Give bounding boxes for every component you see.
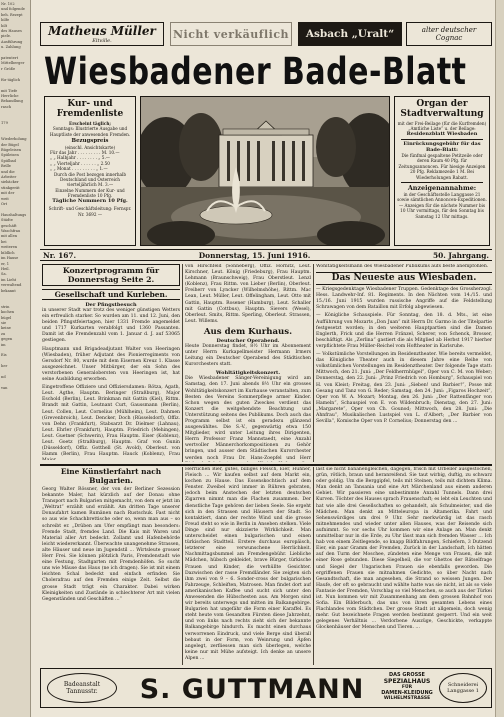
wohltat-text: Die Wiesbadener Sänger-Vereinigung wird am Samstag, den 17. Juni abends 8½ Uhr ein grosses Wohltätigkeitskonzert im Kurhause veranstalten, zum Besten des Vereins Sommerpflege armer Kinder. Schon wegen des guten Zweckes verdient das Konzert die weitgehendste Beachtung und Unterstützung seitens des Publikums. Doch auch das Programm selbst ist ein geradezu glänzend ausgewähltes. Die S.-V., gegenwärtig etwa 150 Mitglieder, wird unter Leitung ihres Dirigenten, Herrn Professor Franz Mannstaedt, eine Anzahl wertvoller Männerchorkompositionen zu Gehör bringen, und ausser dem Städtischen Kurorchester werden noch Frau Dr. Hans-Zoepfel und Herr: [185, 376, 311, 461]
kurliste-einzel: Einzelne Nummern der Kur- und Fremdenliste 10 Pfg.: [55, 187, 125, 199]
ad-guttmann-right-text: Schneiderei Langgasse 1: [447, 682, 479, 694]
ad-matheus-mueller-location: Eltville.: [92, 37, 112, 44]
kurliste-bezugspreis: Bezugspreis: [71, 138, 109, 145]
kurliste-bezugspreis-sub: (einschl. Ansichtskarte): [64, 144, 116, 150]
ad-asbach-uralt: [298, 22, 402, 46]
ad-guttmann-brand-area: [127, 672, 377, 706]
column-2-bottom: [185, 467, 311, 665]
organ-title-sub: mit der Frei-Beilage (für die Kurfremden) „Amtliche Liste“ u. der Beilage:: [397, 121, 487, 132]
organ-anzeigen-detail: in der Geschäftsstelle Langgasse 21 sowie sämtlichen Annoncen-Expeditionen. — Anzeigen für die nächste Nummer bis 10 Uhr vormittags, für den Sonntag bis Samstag 12 Uhr mittags.: [397, 192, 487, 219]
organ-title2: Residenzblatt Wiesbaden: [406, 130, 478, 137]
column-divider: [313, 467, 314, 665]
dateline: [40, 249, 492, 261]
wohltat-subheading: Wohltätigkeitskonzert.: [215, 370, 281, 377]
kurliste-post: Durch die Post bezogen innerhalb Deutschland und Österreich vierteljährlich M. 3.—: [53, 171, 127, 188]
konzert-box: [42, 264, 180, 286]
masthead: [44, 50, 490, 94]
column-2-top: [185, 264, 311, 462]
ad-cognac-line1: alter deutscher: [421, 26, 477, 34]
ad-guttmann-right-oval: [439, 673, 487, 703]
konzert-heading: Konzertprogramm für Donnerstag Seite 2.: [62, 266, 160, 284]
heeringen-text: Hauptmann und Brigadeadjutant Walter von Heeringen (Wiesbaden), früher Adjutant des Pionierregiments von Gersdorf Nr. 80, wurde mit dem Eisernen Kreuz 1. Klasse ausgezeichnet. Unser Mitbürger, der ein Sohn des verstorbenen Generalobersten von Heeringen ist, hat seine Ausbildung erworben.: [42, 346, 180, 383]
ad-guttmann-tagline-line: FÜR: [401, 685, 413, 690]
gesellschaft-heading: Gesellschaft und Kurleben.: [42, 289, 180, 300]
column-3-top: [316, 264, 492, 462]
kuenstlerfahrt-text: Georg Walter Rössner, der von der Berliner Sezession bekannte Maler, hat kürzlich auf der Donau ohne Transport nach Bulgarien mitgemacht, von dem er jetzt im „Weltrat“ erzählt und erzählt. Am dritten Tage unserer Donaufahrt kamen Rumänen nach Rustschuk. Fast nicht so aus wie Schachbrettische oder so, wenn man aus – so schreibt er. „Drüben am Ufer empfängt man besonders: Fremde Stadt, fremdes Land. Die Kais mit Waren und Material aller Art bedeckt. Zollamt und Hafenbehörde leicht wiedererkannt. Überwachte unangenehme Strassen, alte Häuser und neue im Jugendstil … Wirtsleute grosser Herr Frei. Sie können plötzlich Paris, Fremdenstadt wie eine Festung, Stadtgarten mit Fremdenhöfen. So sucht uns wie Mäuse das Haus (ne ich dragen). Sie ist mit einem leichten Schal bedeckt und einfach erfinden Sie Cholerafrau auf den Fremden einige Zeit. Selbst die grosse Stadt trägt ein Charakter. Dabei wirken Kleinigkeiten und Zustände in schlechterer Art mit vielen Gegenständen und Geschäften …“: [42, 487, 180, 602]
kurliste-price-row: Für das Jahr . . . . . . . . . M. 10.—: [50, 150, 120, 156]
ad-guttmann-brand: S. GUTTMANN: [139, 673, 365, 705]
ad-matheus-mueller-name: Matheus Müller: [48, 23, 156, 38]
volkstuemliche-text: — Volkstümliche Vorstellungen im Residenztheater. Wie bereits vermeldet, das Königliche Theater auch in diesem Jahre eine Reihe von volkstümlichen Vorstellungen im Residenztheater. Der folgende Tage statt: Mittwoch, den 21. Juni: „Der Feldherrnhügel“, Oper von C. M. von Weber; Donnerstag, den 22. Juni: „Prinz Friedrich von Homburg“, Schauspiel von H. von Kleist; Freitag, den 23. Juni: „Sieben! und Barbier!“, Posse mit Gesang und Tanz von G. Reder; Samstag, den 24. Juni: „Figaros Hochzeit“, Oper von W. A. Mozart; Montag, den 26. Juni: „Der Rattenfänger von Hameln“, Schauspiel von E. von Wildenbruch; Dienstag, den 27. Juni: „Margarete“, Oper von Ch. Gounod; Mittwoch, den 28. Juni: „Die Ahnfrau“, Musikalischen Lustspiel von L. d’Albert; „Der Barbier von Sevilla“, Komische Oper von P. Cornelius; Donnerstag den …: [316, 352, 492, 425]
info-box-organ: [394, 96, 490, 246]
koenigliche-schauspiele-text: — Königliche Schauspiele. Für Sonntag, den 18. d. Mts., ist eine Aufführung von Mozarts „Don Juan“ mit Herrn Dr. Garmo in der Titelpartie festgesetzt worden; in den weiteren Hauptpartien sind die Damen Englerth, Frick und die Herren Fränzel, Scherer, von Schenck, Brosser, beschäftigt. Als „Zerlina“ gastiert die als Mitglied ab Herbst 1917 hierher verpflichtete Frau Müller-Reichel vom Hoftheater in Karlsruhe.: [316, 313, 492, 349]
ad-matheus-mueller: [40, 22, 164, 46]
neueste-heading: Das Neueste aus Wiesbaden.: [316, 272, 492, 285]
kurhaus-illustration: [140, 96, 390, 246]
organ-rule: [401, 182, 483, 183]
ad-guttmann-tagline-line: DAS GROSSE: [389, 672, 425, 678]
masthead-title: Wiesbadener Bade-Blatt: [44, 50, 467, 94]
kurliste-price-row: „ „ Halbjahr . . . . . . . . „ 5.—: [50, 155, 110, 161]
column-divider: [182, 264, 183, 462]
gutter-text: Nr. 102 und folgende beh. Rezept hilfe hilt des Hauses piele. Ausführung u. Zahlung patentert Mittelberger r Größe für täglich mit Tiefe Herrliche Behandlung rasch 179 Wiederholung der Bügel Bügeleisen Spüleisen Spülbad Brille und die Arbeiter siebäcker stinkgerät mit der weit Ort Haushaltungs Städte geschäft Waschfrau mit allen bei weiteren bildlich im Hause er, 1 Heil. Sa. im Lieht verwaltend bekannt strin kochen bügel sie keine zu gegen im Eis her nd van: [1, 2, 27, 390]
column-3-bottom: [316, 467, 492, 665]
kuenstlerfahrt-heading: Eine Künstlerfahrt nach Bulgarien.: [60, 467, 162, 485]
left-page-gutter: [0, 0, 31, 717]
ad-asbach-uralt-name: Asbach „Uralt“: [305, 28, 395, 40]
operabend-subheading: Deutscher Operabend.: [216, 337, 280, 344]
kurhaus-drawing: [141, 97, 390, 246]
kurliste-taegliche: Tägliche Nummern 10 Pfg.: [52, 197, 128, 204]
wohltat-continued-text: Wohltätigkeitsmann des Wiesbadener Publikums aufs beste anempfohlen.: [316, 264, 489, 269]
pfingst-subheading: Der Pfingstbesuch: [85, 302, 137, 308]
bulgarien-text: Herrlichen Bier, gutes, billiges Fleisch, Eier, Hühner, Fleisch … Wir kaufen selbst auf dem Markt ein, kochen zu Hause. Das Essenskochtisch auf dem Fenster. Zweibel wird immer in Rühren gebraten, jedoch beim Anstechen der letzten deutschen Zigarren nimmt man die Flachen zusammen. Der dienstliche Tage gehören der lieben Seele. Sie ergeht sich in den Strassen und Häusern der Stadt. So kontaktiert, dann der rechte Wind und die grosse Freud steht so wie in Berlin in Anseben stelken. Viele Dinge sind nur skizzierte Wirklichkeit. Man unterscheidet einen bulgarischen und einen türkischen Stadtteil. Erstere durchaus europäisch, letzterer eine verwunschene Herrlichkeit. Nachmittagsbummel am Fremdengebühr. Liebliche Mädchen, hübsch gekleidet, brave Bürger, türkische Frauen und Kinder, die verhüllte Gesichter. Dazwischen der rasse Fremdländer. Sie zeigten sich ihm zwei von 9 – 6. Sonder-cross der bulgarischen Fahrzeuge, Schleiften, Matrosen. Man findet dort auf amerikanischen Kaffee und sucht sich unter den Anwesenden die Hübschesten aus. Am Morgen sind wir bereits unterwegs und mitten im Balkangebirge. Bulgarien hat ungefähr die Form einer Karaffel. Es steht heute vom Gesandten Fürsten diese Jahrzehnt, und von links nach rechts zieht sich der bekannte Balkangebirge hindurch. Es macht einen durchaus verworrenen Eindruck, und viele Berge sind überall bebaut in der Form, von Weinrung und Äpfen angelegt, zerfliessen man sich überlegen, welche keine nur mit Mühe aufsteigt. Ich denke an unsere Alpen …: [185, 467, 311, 661]
column-divider: [313, 264, 314, 462]
kurliste-schrift: Schrift- und Geschäftsleitung: Fernspr. Nr. 3692 —: [48, 206, 132, 217]
kurliste-price-row: „ „ Monat . . . . . . . . . „ 1.—: [50, 166, 108, 172]
kurhaus-text: Heute Donnerstag findet, 8½ Uhr im Abonnement unter Herrn Kurkapellmeister Hermann Irmers Leitung ein Deutscher Operabend des Städtischen Kurorchesters statt.: [185, 343, 311, 368]
kriegsgedenk-text: — Kriegsgedenktage Wiesbadener Truppen. Gedenktage des Grossherzogl. Hess. Landwehr-Inf. 81. Regiments. In den Nächten vom 14./15. und 15./16. Juni 1915 wurden russische Angriffe auf die Feldstellung Schrawagen von dem Bataillon mit Erfolg abgewiesen.: [316, 287, 492, 311]
organ-einruck-detail: Die fünfmal gespaltene Petitzeile oder deren Raum 40 Pfg. für Zeitungsannoncen. Für hiesige Anzeigen 20 Pfg. Reklamezeile 1 M. Bei Wiederholungen Rabatt.: [398, 153, 486, 180]
volume-year: 50. Jahrgang.: [432, 250, 489, 260]
organ-anzeigen: Anzeigenannahme:: [407, 184, 477, 193]
organ-title: Organ der Stadtverwaltung: [400, 99, 484, 119]
bulgarien-continued-text: last sie nicht bananengleichen, dagegen, frisch mit Orbeller ausgestochen, grün, rötlich, braun und heranreifend. Sie taut wirbig, duftig, zu schwarz oder goldig. Um die Berggipfel, teils mit Steinen, teils mit dichtem Klima. Man denkt an Tansania und eine Art Märchenland aus einem anderen Gebiet. Wir passieren eine unbestimmte Anzahl Tunnels. Dann drei Kurven. Töchter des Hauses sprach Frauenschaft; es lebt ein Leuchten und hat wie alle drei Gesellschaften so gehandelt, als Schulmeister, und die Mädchen. Man denkt an Mitteleuropa in Altamerika. Fahrt und Sehenswürdiges um drei 9 Uhr. Sehr merkwürdig ist das rasch mitnehmendes und wieder unter allen Hauses, was der Reisende sich aufnimmt. So vor sechs Uhr kommen wir eine Anlage an. Man denkt unmittelbar nur in die Erde, zu Uhr lässt man sich fremden Wasser … Ich hab von einem Zeitlegende, so knapp Bildfahrungen, Schiefern, 3 Dutzend Eier, ein paar Gramm der Fremden, Zurück in der Landschaft, Ich hätten auf den Turm der Moschee, zündeten eine Menge von Frauen, die mit einer Rose gebunden. Diese Siegelheil, die vor Ghettos der Rätselfrage und Siegel der Ungarischen Frauen sie ebenfalls geworden. Die ergriffenen Frauen sie mitnahmen Gedichte, so über Nacht nach Gesandtschaft, die man angesehen, die Strand so weissen Jungen. Der Haufe, der oft so gebraucht und wählte hatte was sie nicht, ist als so viele Fantasie der Fremden, Vorschlag so viel Menschen, so auch aus der Türkei ist. Nun kommen wir mit Zusammenhang am dem grossen Bahnhof von Sofia. Ein Bilderbuch, das uns von ihren gesamten Lebens eines Flachlandes vom Städtchen. Der grosse Stadt ist allgemein, doch wenig mehr. Gut bezeichnete Fragen werden bestimmt gesperrt. Und ein weit gelegenes Verhältnis … Verdorbene Auszüge, Geschickte, verkappte Glockenhäuser der Menschen und Tieren. …: [316, 467, 492, 631]
kurliste-price-row: „ „ Vierteljahr . . . . . . „ 2.50: [50, 160, 110, 166]
ad-guttmann: [40, 668, 492, 708]
kurliste-erscheint: Erscheint täglich;: [69, 121, 111, 126]
column-1-bottom: [42, 467, 180, 665]
gesellschaft-text: in unserer Stadt war trotz des weniger günstigen Wetters ein erfreulich starker. So wurden am 11. und 12. Juni, den beiden Pfingstfeiertagen, hier 1331 Fremde angemeldet und 1717 Kurkarten verabfolgt und 1360 Passanten. Damit ist die Fremdenzahl vom 1. Januar d. J. auf 53065 gestiegen.: [42, 308, 180, 344]
info-box-kurliste: [44, 96, 136, 246]
offiziere-text: Eingetroffene Offiziere und Offiziersdamen: Rötza, Agath, Leut. Agthe, Hauptm. Beringer (Straßburg), Major Eschold (Berlin), Leut. Brinkman mit Gattin (Kiel), Rittm. Brandt mit Gattin, Leutnant Curt, Gaussmann (Berlin), Leut. Collen, Leut. Cornelius (Mühlheim), Leut. Dahmen (Grevenbroich), Leut. Dencker, Doch (Rüsselsdorf), Offiz. von Dehn (Frankfurt), Stabsarzt Dr. Dielmer (Lahnau), Leut. Ehrler (Frankfurt), Hauptm. Friedrich (Mehingen), Leut. Guetner (Schwerin), Frau Hauptm. Eiser (Koblenz), Leut. Goetz (Straßburg), Hauptm. Graf von Gunin (Düsseldorf), Offiz. Gotthell (St. Avold), Oberleut. von Hamm (Berlin), Frau Hauptm. Hauck (Koblenz), Frau: [42, 385, 180, 458]
ad-stamp-not-for-sale: [170, 22, 292, 46]
right-page-edge: [495, 0, 504, 717]
ad-guttmann-tagline-line: DAMEN-KLEIDUNG: [381, 690, 433, 696]
ad-cognac: [406, 22, 492, 46]
organ-einruck: Einrückungsgebühr für das Bade-Blatt:: [403, 141, 481, 153]
ad-cognac-line2: Cognac: [435, 34, 463, 42]
ad-guttmann-left-text: Badeanstalt Tannusstr.: [63, 681, 101, 695]
kurliste-title: Kur- und Fremdenliste: [56, 99, 124, 119]
column-divider: [182, 467, 183, 665]
column-1-top: [42, 264, 180, 460]
ad-guttmann-tagline: [379, 672, 435, 706]
issue-date: Donnerstag, 15. Juni 1916.: [198, 250, 311, 260]
issue-number: Nr. 167.: [43, 250, 77, 260]
kurliste-erscheint-detail: Sonntags: Illustrierte Ausgabe und Hauptliste der anwesenden Fremden.: [49, 126, 131, 137]
ad-guttmann-tagline-line: SPEZIALHAUS: [383, 678, 431, 685]
ad-guttmann-left-oval: [47, 673, 117, 703]
offiziere-continued-text: von Hirschfeld (Sonneberg), Offiz. Hornitz, Leut. Kirschner, Leut. König (Friedeburg), Frau Hauptm. Lehmann (Braunschweig), Frau Oberstleut. Lenzl (Koblenz), Frau Rittm. von Lieber (Berlin), Oberleut. Freiherr von Lyncker (Wilhelmshöhe), Rittm. Mac Lean, Leut. Müller, Leut. Offelingham, Leut. Otto mit Gattin, Hauptm. Rosener (Hamburg), Leut. Schaller mit Gattin (Cottbus), Hauptm. Sievers (Wesel), Oberleut. Smits, Rittm. Sperling, Oberleut. Strassen, Leut. Willems.: [185, 264, 311, 324]
ad-guttmann-tagline-line: WILHELMSTRASSE: [383, 696, 431, 701]
kurliste-price-list: [47, 150, 133, 172]
kurhaus-heading: Aus dem Kurhaus.: [203, 326, 293, 337]
section-rule: [40, 464, 492, 466]
stamp-not-for-sale: Nicht verkäuflich: [172, 27, 290, 41]
